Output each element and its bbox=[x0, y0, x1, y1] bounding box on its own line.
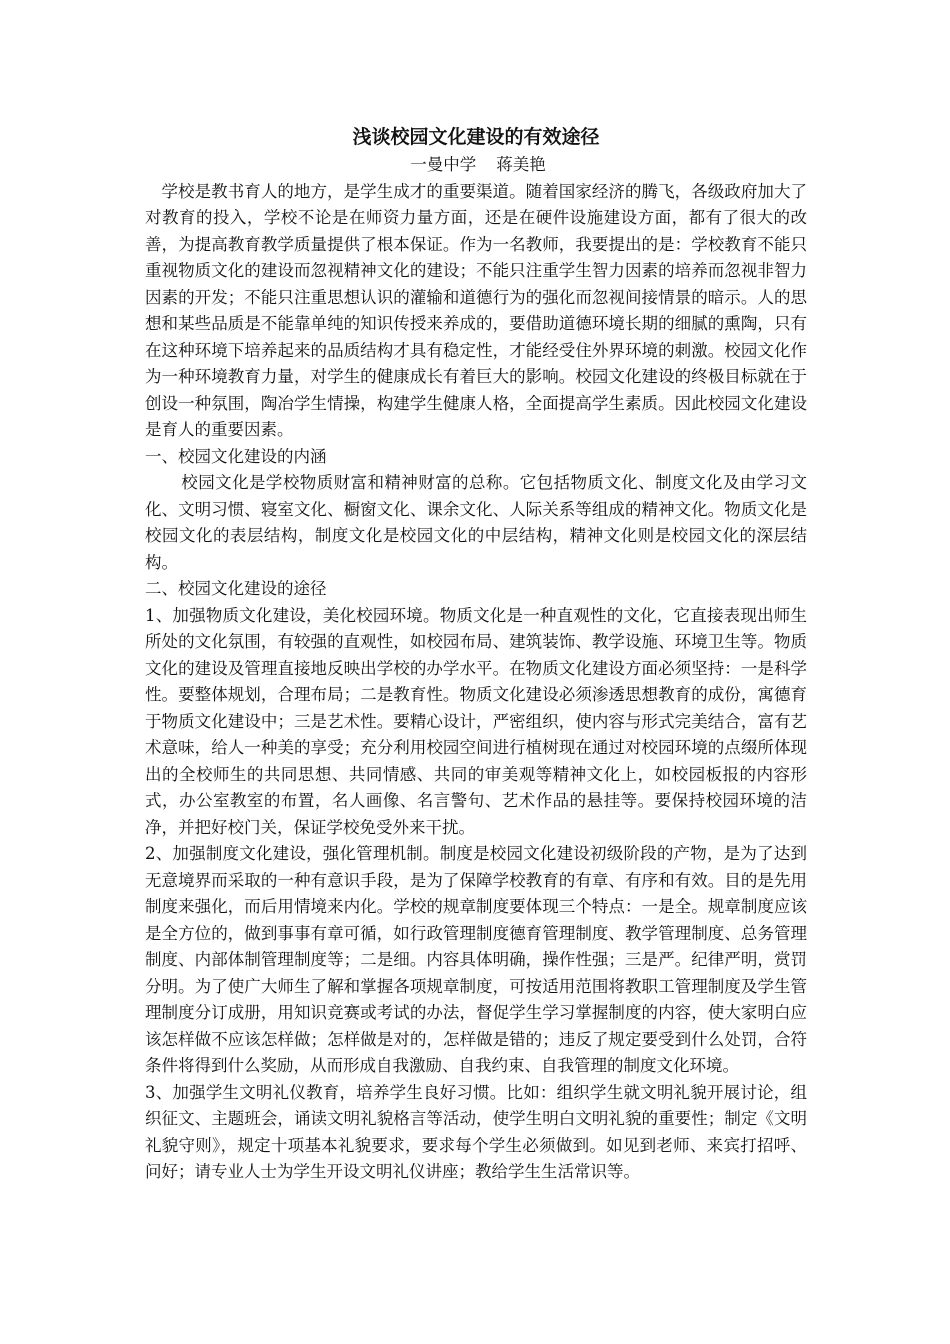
section-heading-1: 一、校园文化建设的内涵 bbox=[145, 446, 327, 466]
intro-paragraph: 学校是教书育人的地方，是学生成才的重要渠道。随着国家经济的腾飞，各级政府加大了对教育的投入，学校不论是在师资力量方面，还是在硬件设施建设方面，都有了很大的改善，为提高教育教学质量提供了根本保证。作为一名教师，我要提出的是：学校教育不能只重视物质文化的建设而忽视精神文化的建设；不能只注重学生智力因素的培养而忽视非智力因素的开发；不能只注重思想认识的灌输和道德行为的强化而忽视间接情景的暗示。人的思想和某些品质是不能靠单纯的知识传授来养成的，要借助道德环境长期的细腻的熏陶，只有在这种环境下培养起来的品质结构才具有稳定性，才能经受住外界环境的刺激。校园文化作为一种环境教育力量，对学生的健康成长有着巨大的影响。校园文化建设的终极目标就在于创设一种氛围，陶冶学生情操，构建学生健康人格，全面提高学生素质。因此校园文化建设是育人的重要因素。 bbox=[145, 181, 807, 439]
document-page bbox=[145, 122, 807, 1186]
section-heading-2: 二、校园文化建设的途径 bbox=[145, 579, 327, 598]
list-item-2: 2、加强制度文化建设，强化管理机制。制度是校园文化建设初级阶段的产物，是为了达到无意境界而采取的一种有意识手段，是为了保障学校教育的有章、有序和有效。目的是先用制度来强化，而后用情境来内化。学校的规章制度要体现三个特点：一是全。规章制度应该是全方位的，做到事事有章可循，如行政管理制度德育管理制度、教学管理制度、总务管理制度、内部体制管理制度等；二是细。内容具体明确，操作性强；三是严。纪律严明，赏罚分明。为了使广大师生了解和掌握各项规章制度，可按适用范围将教职工管理制度及学生管理制度分订成册，用知识竞赛或考试的办法，督促学生学习掌握制度的内容，使大家明白应该怎样做不应该怎样做；怎样做是对的，怎样做是错的；违反了规定要受到什么处罚，合符条件将得到什么奖励，从而形成自我激励、自我约束、自我管理的制度文化环境。 bbox=[145, 844, 807, 1075]
list-item-1: 1、加强物质文化建设，美化校园环境。物质文化是一种直观性的文化，它直接表现出师生所处的文化氛围，有较强的直观性，如校园布局、建筑装饰、教学设施、环境卫生等。物质文化的建设及管理直接地反映出学校的办学水平。在物质文化建设方面必须坚持：一是科学性。要整体规划，合理布局；二是教育性。物质文化建设必须渗透思想教育的成份，寓德育于物质文化建设中；三是艺术性。要精心设计，严密组织，使内容与形式完美结合，富有艺术意味，给人一种美的享受；充分利用校园空间进行植树现在通过对校园环境的点缀所体现出的全校师生的共同思想、共同情感、共同的审美观等精神文化上，如校园板报的内容形式，办公室教室的布置，名人画像、名言警句、艺术作品的悬挂等。要保持校园环境的洁净，并把好校门关，保证学校免受外来干扰。 bbox=[145, 605, 807, 837]
document-title: 浅谈校园文化建设的有效途径 bbox=[352, 126, 600, 148]
list-item-3: 3、加强学生文明礼仪教育，培养学生良好习惯。比如：组织学生就文明礼貌开展讨论，组织征文、主题班会，诵读文明礼貌格言等活动，使学生明白文明礼貌的重要性；制定《文明礼貌守则》，规定十项基本礼貌要求，要求每个学生必须做到。如见到老师、来宾打招呼、问好；请专业人士为学生开设文明礼仪讲座；教给学生生活常识等。 bbox=[145, 1082, 807, 1181]
school-name: 一曼中学 bbox=[410, 155, 477, 174]
section-1-paragraph: 校园文化是学校物质财富和精神财富的总称。它包括物质文化、制度文化及由学习文化、文明习惯、寝室文化、橱窗文化、课余文化、人际关系等组成的精神文化。物质文化是校园文化的表层结构，制度文化是校园文化的中层结构，精神文化则是校园文化的深层结构。 bbox=[145, 473, 807, 572]
author-name: 蒋美艳 bbox=[496, 155, 546, 174]
byline bbox=[145, 152, 807, 179]
